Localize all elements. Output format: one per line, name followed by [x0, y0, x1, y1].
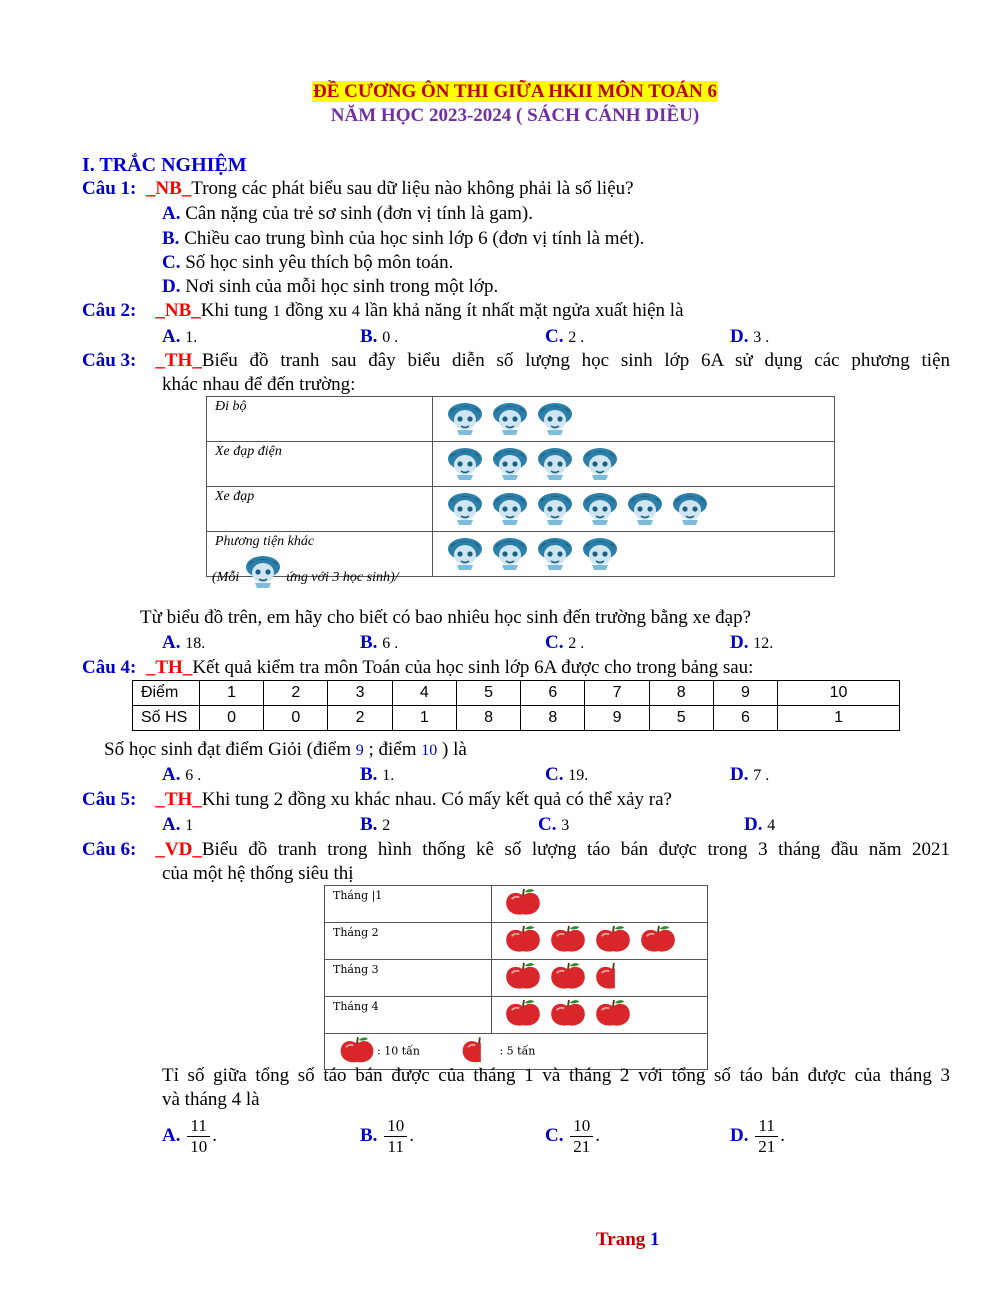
- student-face-icon: [535, 446, 575, 486]
- page-footer: Trang 1: [596, 1229, 660, 1250]
- student-face-icon: [490, 446, 530, 486]
- pictograph-icons: [492, 923, 708, 960]
- score-value-cell: 4: [392, 681, 456, 706]
- question-6-prompt: Tỉ số giữa tổng số táo bán được của tháng 1 và tháng 2 với tổng số táo bán được của tháng 3: [162, 1065, 950, 1086]
- student-count-cell: 0: [264, 706, 328, 731]
- apple-icon: [502, 962, 544, 996]
- fraction: $\frac{11}{21}$: [755, 1116, 778, 1157]
- pictograph-row: [325, 997, 708, 1034]
- student-face-icon: [490, 491, 530, 531]
- score-value-cell: 7: [585, 681, 649, 706]
- q4-option-c: C. 19.: [545, 764, 589, 785]
- student-count-cell: 8: [456, 706, 520, 731]
- question-6-prompt-line2: và tháng 4 là: [162, 1089, 260, 1110]
- score-value-cell: 10: [778, 681, 900, 706]
- score-value-cell: 3: [328, 681, 392, 706]
- student-count-cell: 1: [392, 706, 456, 731]
- student-face-icon: [625, 491, 665, 531]
- apple-icon: [502, 925, 544, 959]
- student-face-icon: [490, 536, 530, 576]
- q4-option-d: D. 7 .: [730, 764, 770, 785]
- question-5: Câu 5: _TH_Khi tung 2 đồng xu khác nhau. Có mấy kết quả có thể xảy ra?: [82, 789, 672, 810]
- q4-option-b: B. 1.: [360, 764, 395, 785]
- student-count-cell: 6: [713, 706, 777, 731]
- pictograph-row: [325, 886, 708, 923]
- transport-pictograph: [206, 396, 835, 577]
- student-face-icon: [445, 446, 485, 486]
- apple-icon: [547, 999, 589, 1033]
- score-value-cell: 2: [264, 681, 328, 706]
- score-table-header: Số HS: [133, 706, 200, 731]
- question-2: Câu 2: _NB_Khi tung 1 đồng xu 4 lần khả năng ít nhất mặt ngửa xuất hiện là: [82, 300, 684, 321]
- pictograph-icons: [433, 487, 835, 532]
- student-face-icon: [580, 446, 620, 486]
- score-value-cell: 8: [649, 681, 713, 706]
- apple-icon: [502, 888, 544, 922]
- fraction: $\frac{10}{21}$: [570, 1116, 593, 1157]
- document-title: ĐỀ CƯƠNG ÔN THI GIỮA HKII MÔN TOÁN 6: [313, 81, 717, 102]
- question-3-prompt: Từ biểu đồ trên, em hãy cho biết có bao nhiêu học sinh đến trường bằng xe đạp?: [140, 607, 752, 628]
- q1-option-b: B. Chiều cao trung bình của học sinh lớp 6 (đơn vị tính là mét).: [162, 228, 645, 249]
- pictograph-label: Tháng 3: [325, 960, 492, 997]
- q3-option-c: C. 2 .: [545, 632, 585, 653]
- section-title: I. TRẮC NGHIỆM: [82, 154, 247, 176]
- question-6-line2: của một hệ thống siêu thị: [162, 863, 354, 884]
- q6-option-a: A. $\frac{11}{10}$ .: [162, 1116, 217, 1157]
- question-6: Câu 6: _VD_ Biểu đồ tranh trong hình thống kê số lượng táo bán được trong 3 tháng đầu năm 2021: [82, 839, 950, 860]
- q5-option-a: A. 1: [162, 814, 194, 835]
- pictograph-label: Tháng |1: [325, 886, 492, 923]
- apple-legend: : 10 tấn : 5 tấn: [325, 1034, 708, 1070]
- question-3: Câu 3: _TH_ Biểu đồ tranh sau đây biểu diễn số lượng học sinh lớp 6A sử dụng các phương tiện: [82, 350, 950, 371]
- score-value-cell: 9: [713, 681, 777, 706]
- q3-option-b: B. 6 .: [360, 632, 399, 653]
- student-face-icon: [243, 554, 283, 590]
- fraction: $\frac{10}{11}$: [384, 1116, 407, 1157]
- pictograph-label: Xe đạp điện: [207, 442, 433, 487]
- student-count-cell: 8: [521, 706, 585, 731]
- question-1: Câu 1: _NB_Trong các phát biểu sau dữ liệu nào không phải là số liệu?: [82, 178, 634, 199]
- pictograph-row: [325, 960, 708, 997]
- student-face-icon: [535, 536, 575, 576]
- q1-option-d: D. Nơi sinh của mỗi học sinh trong một lớp.: [162, 276, 499, 297]
- pictograph-label: Xe đạp: [207, 487, 433, 532]
- student-face-icon: [445, 491, 485, 531]
- apple-icon: [547, 962, 589, 996]
- student-count-cell: 0: [200, 706, 264, 731]
- q4-option-a: A. 6 .: [162, 764, 202, 785]
- q6-option-c: C. $\frac{10}{21}$ .: [545, 1116, 600, 1157]
- q6-option-b: B. $\frac{10}{11}$ .: [360, 1116, 414, 1157]
- student-count-cell: 9: [585, 706, 649, 731]
- question-4-prompt: Số học sinh đạt điểm Giỏi (điểm 9 ; điểm 10 ) là: [104, 739, 467, 760]
- student-count-cell: 5: [649, 706, 713, 731]
- q5-option-d: D. 4: [744, 814, 776, 835]
- pictograph-legend: (Mỗi ứng với 3 học sinh)/: [212, 558, 399, 598]
- pictograph-row: [207, 442, 835, 487]
- q5-option-b: B. 2: [360, 814, 391, 835]
- student-face-icon: [670, 491, 710, 531]
- document-subtitle: NĂM HỌC 2023-2024 ( SÁCH CÁNH DIỀU): [330, 105, 700, 126]
- apple-icon: [592, 999, 634, 1033]
- half-apple-icon: [592, 962, 634, 996]
- q3-option-d: D. 12.: [730, 632, 774, 653]
- q3-option-a: A. 18.: [162, 632, 206, 653]
- fraction: $\frac{11}{10}$: [187, 1116, 210, 1157]
- pictograph-icons: [433, 442, 835, 487]
- q5-option-c: C. 3: [538, 814, 570, 835]
- score-value-cell: 1: [200, 681, 264, 706]
- apple-icon: [547, 925, 589, 959]
- student-face-icon: [580, 536, 620, 576]
- pictograph-icons: [492, 997, 708, 1034]
- pictograph-label: Phương tiện khác: [207, 532, 433, 577]
- pictograph-icons: [492, 960, 708, 997]
- pictograph-label: Đi bộ: [207, 397, 433, 442]
- pictograph-row: [207, 487, 835, 532]
- student-count-cell: 2: [328, 706, 392, 731]
- pictograph-icons: [433, 397, 835, 442]
- score-value-cell: 6: [521, 681, 585, 706]
- score-table-row: [133, 706, 900, 731]
- score-table-header: Điểm: [133, 681, 200, 706]
- student-face-icon: [580, 491, 620, 531]
- apple-icon: [502, 999, 544, 1033]
- student-face-icon: [490, 401, 530, 441]
- pictograph-row: [325, 923, 708, 960]
- pictograph-icons: [433, 532, 835, 577]
- pictograph-row: [207, 397, 835, 442]
- q2-option-d: D. 3 .: [730, 326, 770, 347]
- q2-option-b: B. 0 .: [360, 326, 399, 347]
- apple-icon: [592, 925, 634, 959]
- q1-option-c: C. Số học sinh yêu thích bộ môn toán.: [162, 252, 454, 273]
- half-apple-icon: [459, 1036, 499, 1067]
- apple-icon: [337, 1036, 377, 1067]
- student-face-icon: [535, 491, 575, 531]
- score-table-row: [133, 681, 900, 706]
- apple-icon: [637, 925, 679, 959]
- apple-pictograph: [324, 885, 708, 1070]
- q1-option-a: A. Cân nặng của trẻ sơ sinh (đơn vị tính là gam).: [162, 203, 534, 224]
- question-4: Câu 4: _TH_Kết quả kiểm tra môn Toán của học sinh lớp 6A được cho trong bảng sau:: [82, 657, 754, 678]
- pictograph-icons: [492, 886, 708, 923]
- q6-option-d: D. $\frac{11}{21}$ .: [730, 1116, 785, 1157]
- pictograph-label: Tháng 4: [325, 997, 492, 1034]
- score-value-cell: 5: [456, 681, 520, 706]
- score-table: [132, 680, 900, 731]
- student-face-icon: [535, 401, 575, 441]
- q2-option-a: A. 1.: [162, 326, 198, 347]
- student-face-icon: [445, 401, 485, 441]
- q2-option-c: C. 2 .: [545, 326, 585, 347]
- student-face-icon: [445, 536, 485, 576]
- question-3-line2: khác nhau để đến trường:: [162, 374, 356, 395]
- pictograph-label: Tháng 2: [325, 923, 492, 960]
- student-count-cell: 1: [778, 706, 900, 731]
